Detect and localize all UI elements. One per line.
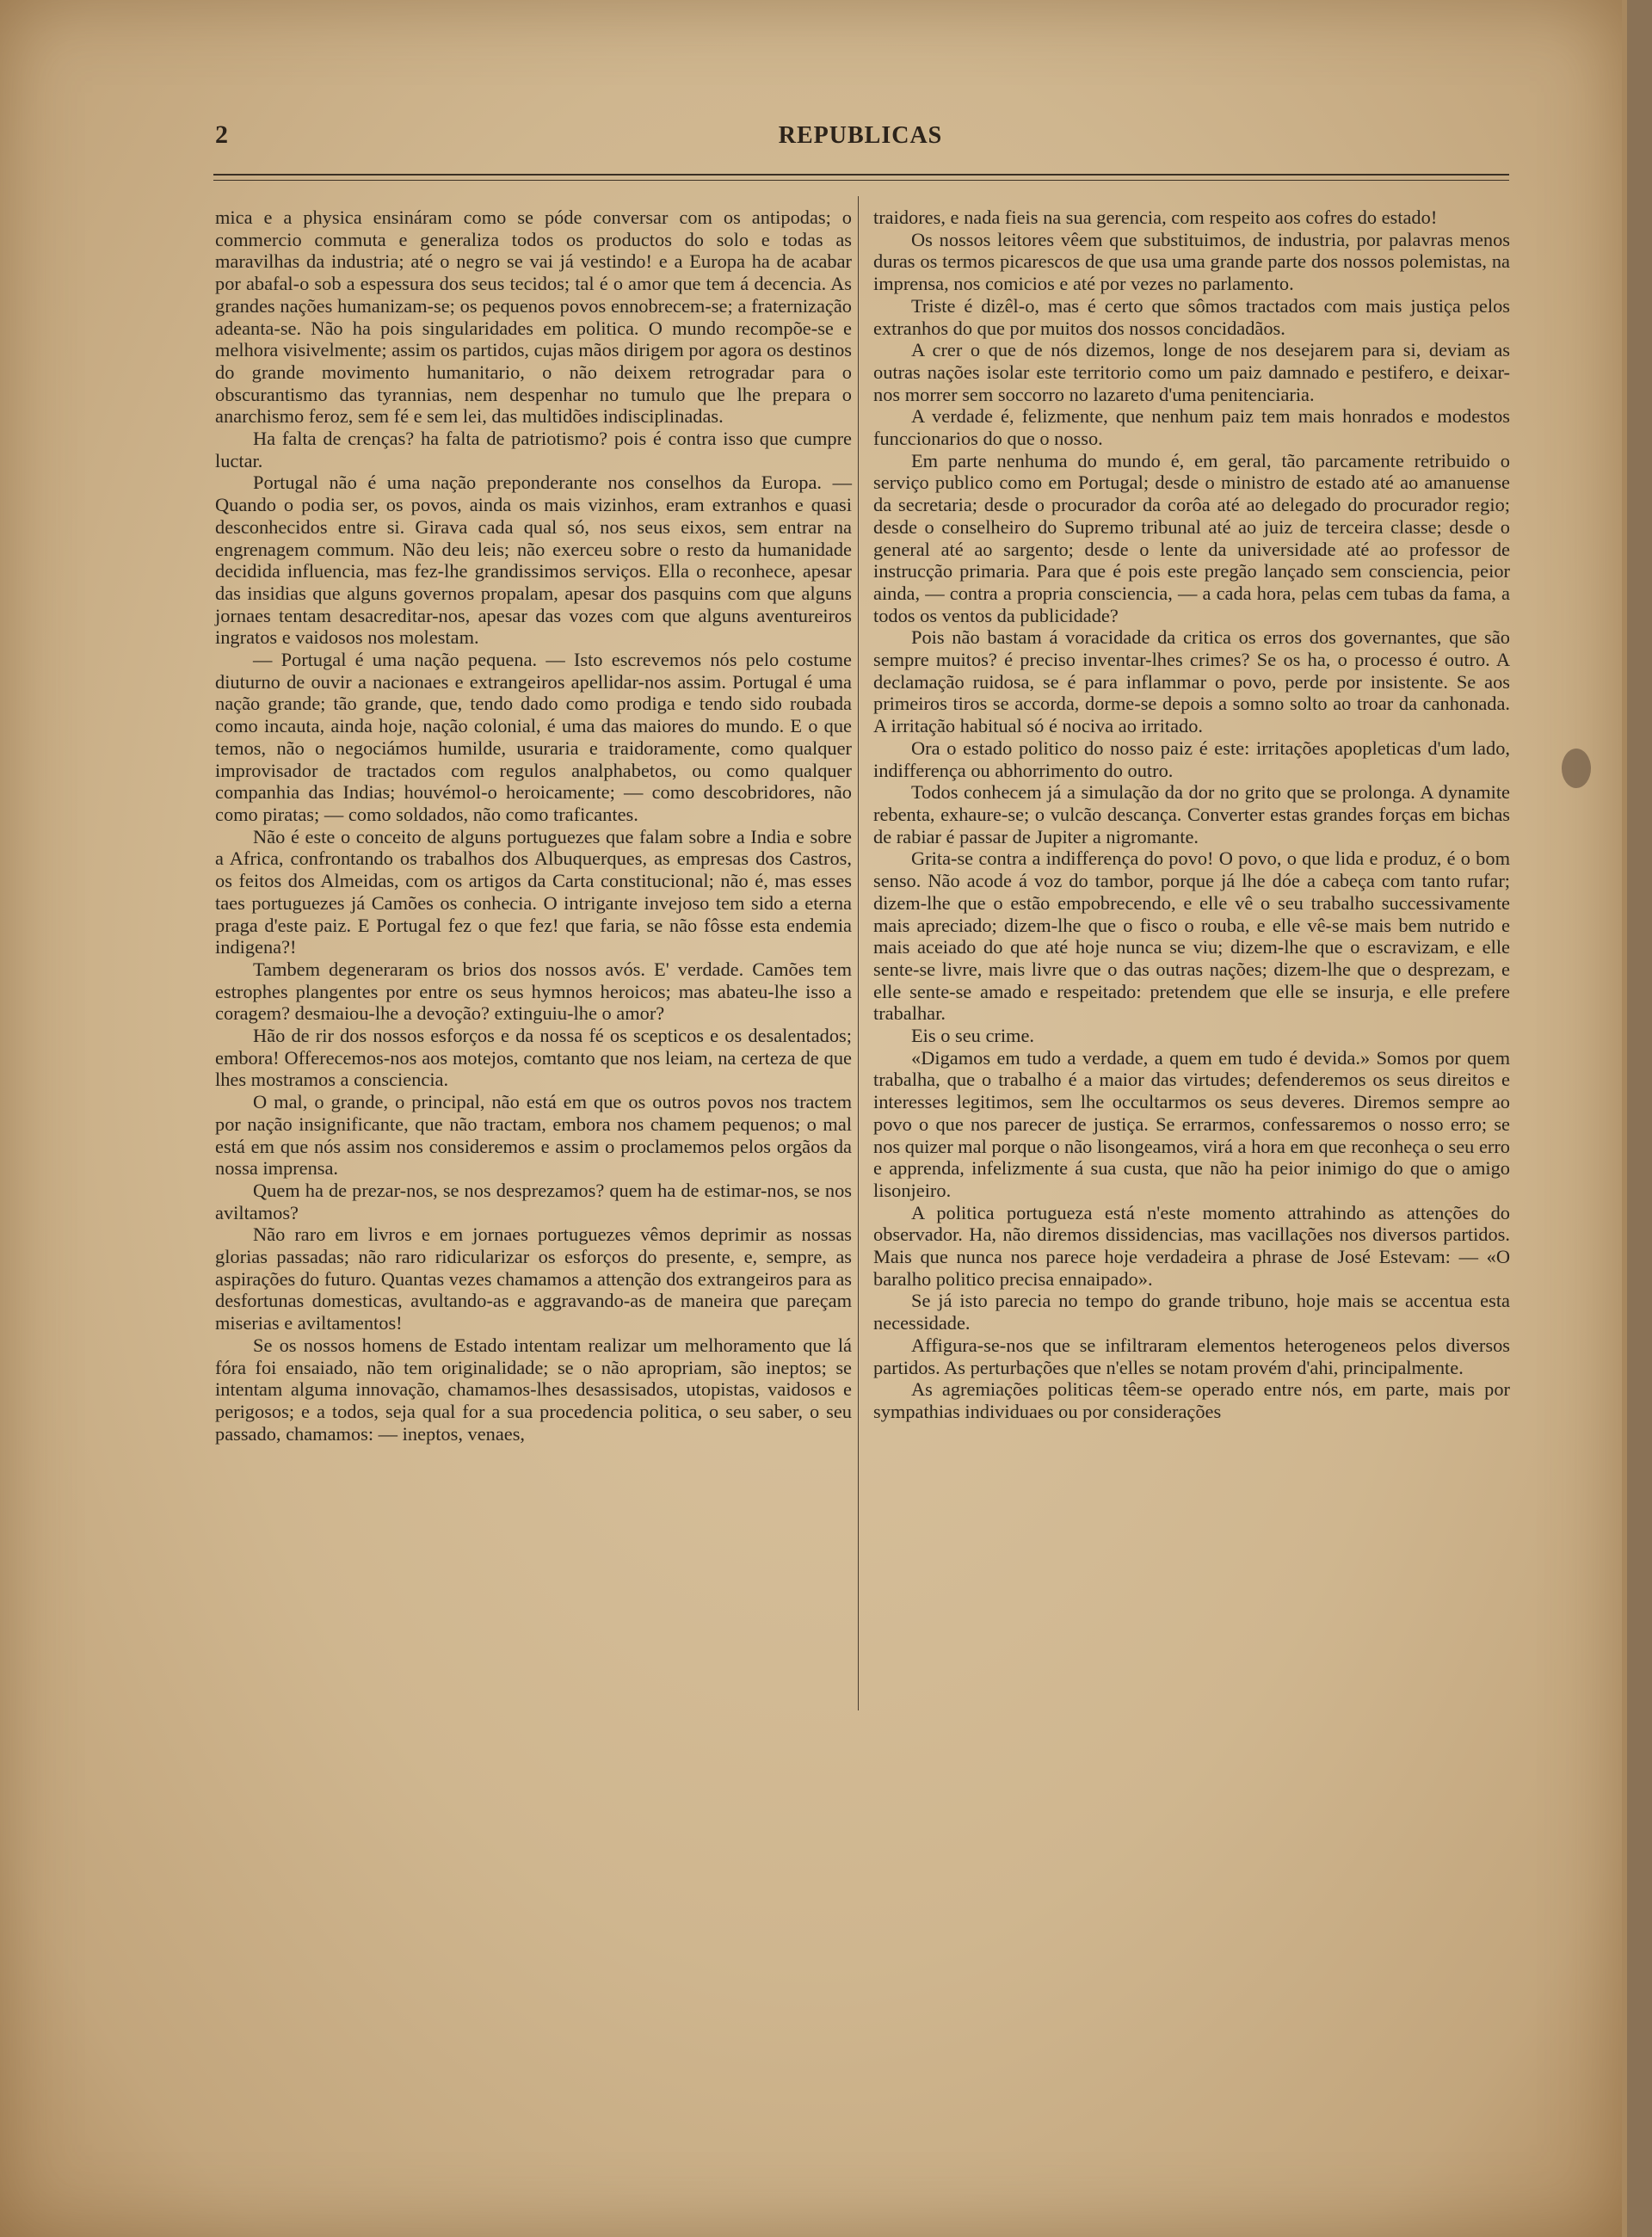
- paragraph: «Digamos em tudo a verdade, a quem em tudo é devida.» Somos por quem trabalha, que o trabalho é a maior das virtudes; defenderemos os seus direitos e interesses legitimos, sem lhe occultarmos os seus deveres. Diremos sempre ao povo o que nos parecer de justiça. Se errarmos, confessaremos o nosso erro; se nos quizer mal porque o não lisongeamos, virá a hora em que reconheça o seu erro e apprenda, infelizmente á sua custa, que não ha peior inimigo do que o amigo lisonjeiro.: [873, 1046, 1510, 1201]
- paragraph: Pois não bastam á voracidade da critica os erros dos governantes, que são sempre muitos? é preciso inventar-lhes crimes? Se os ha, o processo é outro. A declamação ruidosa, se é para inflammar o povo, perde por insistente. Se aos primeiros tiros se accorda, dorme-se depois a somno solto ao troar da canhonada. A irritação habitual só é nociva ao irritado.: [873, 626, 1510, 737]
- paragraph: Portugal não é uma nação preponderante nos conselhos da Europa. — Quando o podia ser, os povos, ainda os mais vizinhos, eram extranhos e quasi desconhecidos entre si. Girava cada qual só, nos seus eixos, sem entrar na engrenagem commum. Não deu leis; não exerceu sobre o resto da humanidade decidida influencia, mas fez-lhe grandissimos serviços. Ella o reconhece, apesar das insidias que alguns governos propalam, apesar dos pasquins com que alguns jornaes tentam desacreditar-nos, apesar das vozes com que alguns aventureiros ingratos e vaidosos nos molestam.: [215, 471, 852, 649]
- paragraph: Se já isto parecia no tempo do grande tribuno, hoje mais se accentua esta necessidade.: [873, 1290, 1510, 1334]
- paragraph: As agremiações politicas têem-se operado entre nós, em parte, mais por sympathias individuaes ou por considerações: [873, 1378, 1510, 1422]
- paragraph: Se os nossos homens de Estado intentam realizar um melhoramento que lá fóra foi ensaiado, não tem originalidade; se o não apropriam, são ineptos; se intentam alguma innovação, chamamos-lhes desassisados, utopistas, vaidosos e perigosos; e a todos, seja qual for a sua procedencia politica, o seu saber, o seu passado, chamamos: — ineptos, venaes,: [215, 1334, 852, 1445]
- paragraph: Não é este o conceito de alguns portuguezes que falam sobre a India e sobre a Africa, confrontando os trabalhos dos Albuquerques, as empresas dos Castros, os feitos dos Almeidas, com os artigos da Carta constitucional; não é, mas esses taes portuguezes já Camões os conhecia. O intrigante invejoso tem sido a eterna praga d'este paiz. E Portugal fez o que fez! que faria, se não fôsse esta endemia indigena?!: [215, 825, 852, 958]
- paragraph: O mal, o grande, o principal, não está em que os outros povos nos tractem por nação insignificante, que não tractam, embora nos chamem pequenos; o mal está em que nós assim nos consideremos e assim o proclamemos pelos orgãos da nossa imprensa.: [215, 1091, 852, 1180]
- paragraph: Triste é dizêl-o, mas é certo que sômos tractados com mais justiça pelos extranhos do que por muitos dos nossos concidadãos.: [873, 294, 1510, 339]
- journal-title: REPUBLICAS: [778, 122, 943, 149]
- paragraph: Quem ha de prezar-nos, se nos desprezamos? quem ha de estimar-nos, se nos aviltamos?: [215, 1179, 852, 1223]
- right-column: [873, 206, 1510, 1423]
- paragraph: A politica portugueza está n'este momento attrahindo as attenções do observador. Ha, não diremos dissidencias, mas vacillações nos diversos partidos. Mais que nunca nos parece hoje verdadeira a phrase de José Estevam: — «O baralho politico precisa ennaipado».: [873, 1201, 1510, 1290]
- paragraph: A crer o que de nós dizemos, longe de nos desejarem para si, deviam as outras nações isolar este territorio como um paiz damnado e pestifero, e deixar-nos morrer sem soccorro no lazareto d'uma penitenciaria.: [873, 339, 1510, 405]
- paragraph: Os nossos leitores vêem que substituimos, de industria, por palavras menos duras os termos picarescos de que usa uma grande parte dos nossos polemistas, na imprensa, nos comicios e até por vezes no parlamento.: [873, 228, 1510, 295]
- paragraph: Todos conhecem já a simulação da dor no grito que se prolonga. A dynamite rebenta, exhaure-se; o vulcão descança. Converter estas grandes forças em bichas de rabiar é passar de Jupiter a nigromante.: [873, 781, 1510, 847]
- paragraph: Ha falta de crenças? ha falta de patriotismo? pois é contra isso que cumpre luctar.: [215, 428, 852, 471]
- paragraph: Em parte nenhuma do mundo é, em geral, tão parcamente retribuido o serviço publico como em Portugal; desde o ministro de estado até ao amanuense da secretaria; desde o procurador da corôa até ao delegado do procurador regio; desde o conselheiro do Supremo tribunal até ao juiz de terceira classe; desde o general até ao sargento; desde o lente da universidade até ao professor de instrucção primaria. Para que é pois este pregão lançado sem consciencia, peior ainda, — contra a propria consciencia, — a cada hora, pelas cem tubas da fama, a todos os ventos da publicidade?: [873, 449, 1510, 626]
- paragraph: Eis o seu crime.: [911, 1025, 1035, 1047]
- ink-stain: [1562, 749, 1591, 788]
- paragraph: Não raro em livros e em jornaes portuguezes vêmos deprimir as nossas glorias passadas; não raro ridicularizar os esforços do presente, e, sempre, as aspirações do futuro. Quantas vezes chamamos a attenção dos extrangeiros para as desfortunas domesticas, avultando-as e aggravando-as de maneira que pareçam miserias e aviltamentos!: [215, 1223, 852, 1334]
- paragraph: Grita-se contra a indifferença do povo! O povo, o que lida e produz, é o bom senso. Não acode á voz do tambor, porque já lhe dóe a cabeça com tanto rufar; dizem-lhe que o estão empobrecendo, e elle vê o seu trabalho successivamente mais apreciado; dizem-lhe que o fisco o rouba, e elle vê-se mais bem nutrido e mais aceiado do que até hoje nunca se viu; dizem-lhe que o escravizam, e elle sente-se livre, mais livre que o das outras nações; dizem-lhe que o desprezam, e elle sente-se amado e respeitado: pretendem que elle se insurja, e elle prefere trabalhar.: [873, 847, 1510, 1025]
- page-header: [215, 120, 1506, 155]
- paragraph: Ora o estado politico do nosso paiz é este: irritações apopleticas d'um lado, indifferença ou abhorrimento do outro.: [873, 736, 1510, 781]
- paragraph: traidores, e nada fieis na sua gerencia, com respeito aos cofres do estado!: [873, 206, 1438, 228]
- column-divider: [858, 196, 859, 1710]
- paragraph: Affigura-se-nos que se infiltraram elementos heterogeneos pelos diversos partidos. As perturbações que n'elles se notam provém d'ahi, principalmente.: [873, 1334, 1510, 1378]
- paragraph: mica e a physica ensináram como se póde conversar com os antipodas; o commercio commuta e generaliza todos os productos do solo e todas as maravilhas da industria; até o negro se vai já vestindo! e a Europa ha de acabar por abafal-o sob a espessura dos seus tecidos; tal é o amor que tem á decencia. As grandes nações humanizam-se; os pequenos povos ennobrecem-se; a fraternização adeanta-se. Não ha pois singularidades em politica. O mundo recompõe-se e melhora visivelmente; assim os partidos, cujas mãos dirigem por agora os destinos do grande movimento humanitario, o não deixem retrogradar para o obscurantismo das tyrannias, nem despenhar no tumulo que lhe prepara o anarchismo feroz, sem fé e sem lei, das multidões indisciplinadas.: [215, 206, 852, 428]
- header-rule: [213, 174, 1509, 181]
- page-number: 2: [215, 120, 228, 149]
- paragraph: — Portugal é uma nação pequena. — Isto escrevemos nós pelo costume diuturno de ouvir a nacionaes e extrangeiros apellidar-nos assim. Portugal é uma nação grande; tão grande, que, tendo dado como prodiga e tendo sido roubada como incauta, ainda hoje, nação colonial, é uma das maiores do mundo. E o que temos, não o negociámos humilde, usuraria e traidoramente, como qualquer improvisador de tractados com regulos analphabetos, ou como qualquer companhia das Indias; houvémol-o heroicamente; — como descobridores, não como piratas; — como soldados, não como traficantes.: [215, 649, 852, 825]
- paragraph: Hão de rir dos nossos esforços e da nossa fé os scepticos e os desalentados; embora! Offerecemos-nos aos motejos, comtanto que nos leiam, na certeza de que lhes mostramos a consciencia.: [215, 1025, 852, 1091]
- left-column: [215, 206, 852, 1445]
- paragraph: Tambem degeneraram os brios dos nossos avós. E' verdade. Camões tem estrophes plangentes por entre os seus hymnos heroicos; mas abateu-lhe isso a coragem? desmaiou-lhe a devoção? extinguiu-lhe o amor?: [215, 958, 852, 1025]
- paragraph: A verdade é, felizmente, que nenhum paiz tem mais honrados e modestos funccionarios do que o nosso.: [873, 405, 1510, 450]
